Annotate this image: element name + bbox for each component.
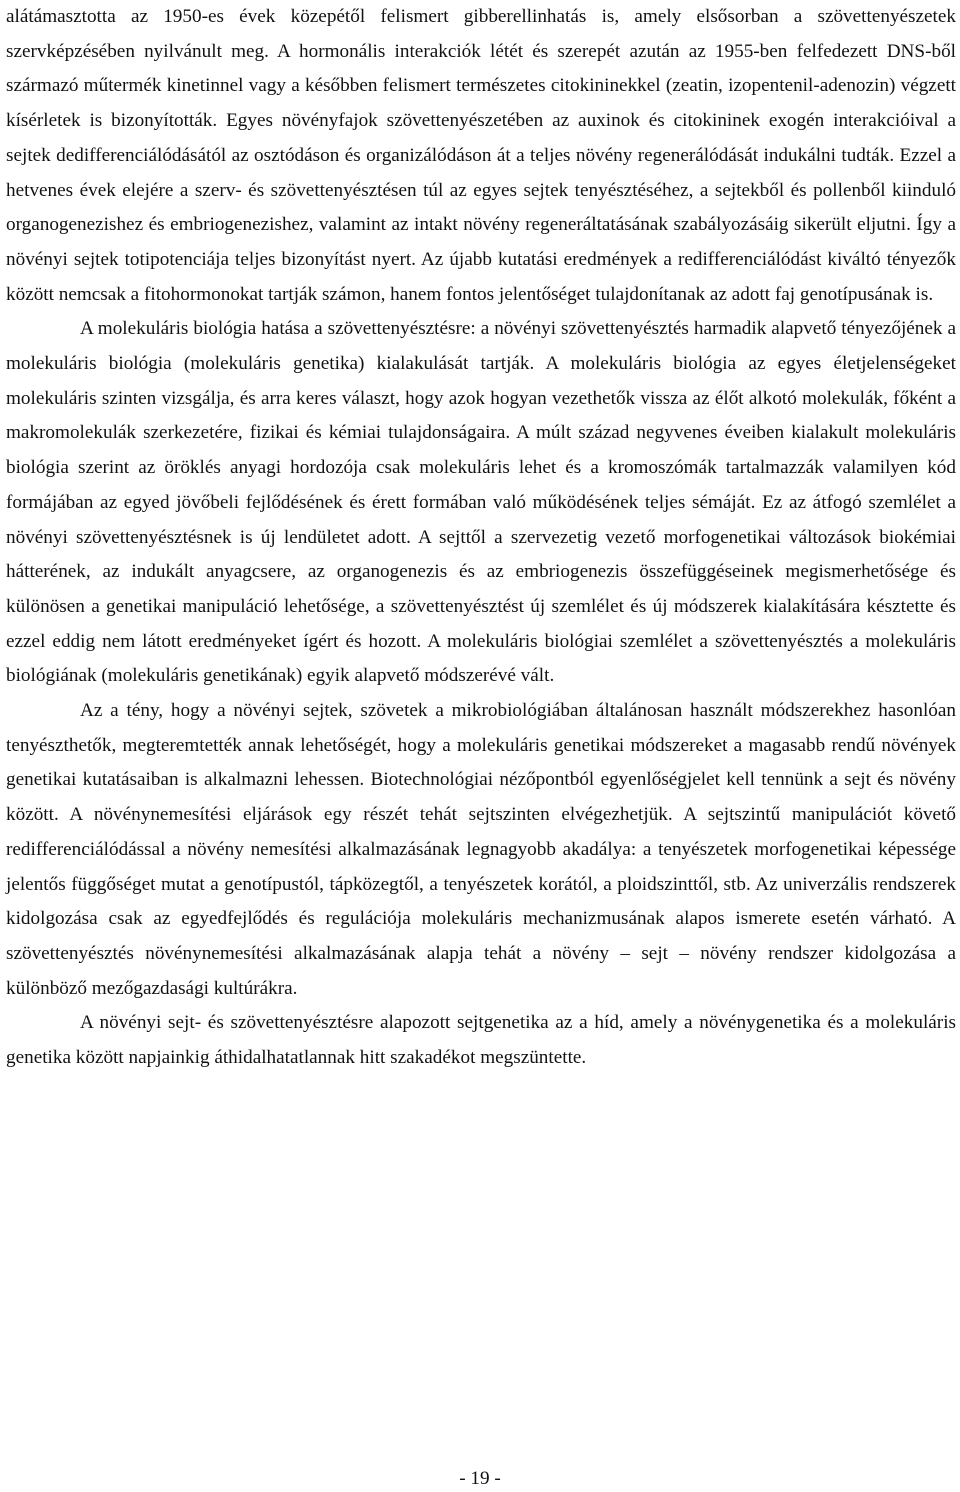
paragraph: A molekuláris biológia hatása a szövettenyésztésre: a növényi szövettenyésztés harmadik alapvető tényezőjének a molekuláris biológia (molekuláris genetika) kialakulását tartják. A molekuláris biológia az egyes életjelenségeket molekuláris szinten vizsgálja, és arra keres választ, hogy azok hogyan vezethetők vissza az élőt alkotó molekulák, főként a makromolekulák szerkezetére, fizikai és kémiai tulajdonságaira. A múlt század negyvenes éveiben kialakult molekuláris biológia szerint az öröklés anyagi hordozója csak molekuláris lehet és a kromoszómák tartalmazzák valamilyen kód formájában az egyed jövőbeli fejlődésének és érett formában való működésének teljes sémáját. Ez az átfogó szemlélet a növényi szövettenyésztésnek is új lendületet adott. A sejttől a szervezetig vezető morfogenetikai változások biokémiai hátterének, az indukált anyagcsere, az organogenezis és az embriogenezis összefüggéseinek megismerhetősége és különösen a genetikai manipuláció lehetősége, a szövettenyésztést új szemlélet és új módszerek kialakítására késztette és ezzel eddig nem látott eredményeket ígért és hozott. A molekuláris biológiai szemlélet a szövettenyésztés a molekuláris biológiának (molekuláris genetikának) egyik alapvető módszerévé vált. [6,318,956,687]
paragraph: alátámasztotta az 1950-es évek közepétől felismert gibberellinhatás is, amely elsősorban a szövettenyészetek szervképzésében nyilvánult meg. A hormonális interakciók létét és szerepét azután az 1955-ben felfedezett DNS-ből származó műtermék kinetinnel vagy a későbben felismert természetes citokininekkel (zeatin, izopentenil-adenozin) végzett kísérletek is bizonyították. Egyes növényfajok szövettenyészetében az auxinok és citokininek exogén interakcióival a sejtek dedifferenciálódásától az osztódáson és organizálódáson át a teljes növény regenerálódását indukálni tudták. Ezzel a hetvenes évek elejére a szerv- és szövettenyésztésen túl az egyes sejtek tenyésztéséhez, a sejtekből és pollenből kiinduló organogenezishez és embriogenezishez, valamint az intakt növény regeneráltatásának szabályozásáig sikerült eljutni. Így a növényi sejtek totipotenciája teljes bizonyítást nyert. Az újabb kutatási eredmények a redifferenciálódást kiváltó tényezők között nemcsak a fitohormonokat tartják számon, hanem fontos jelentőséget tulajdonítanak az adott faj genotípusának is. [6,6,956,305]
paragraph: A növényi sejt- és szövettenyésztésre alapozott sejtgenetika az a híd, amely a növénygenetika és a molekuláris genetika között napjainkig áthidalhatatlannak hitt szakadékot megszüntette. [6,1012,956,1069]
document-page [6,0,956,1076]
paragraph: Az a tény, hogy a növényi sejtek, szövetek a mikrobiológiában általánosan használt módszerekhez hasonlóan tenyészthetők, megteremtették annak lehetőségét, hogy a molekuláris genetikai módszereket a magasabb rendű növények genetikai kutatásaiban is alkalmazni lehessen. Biotechnológiai nézőpontból egyenlőségjelet kell tennünk a sejt és növény között. A növénynemesítési eljárások egy részét tehát sejtszinten elvégezhetjük. A sejtszintű manipulációt követő redifferenciálódással a növény nemesítési alkalmazásának legnagyobb akadálya: a tenyészetek morfogenetikai képessége jelentős függőséget mutat a genotípustól, tápközegtől, a tenyészetek korától, a ploidszinttől, stb. Az univerzális rendszerek kidolgozása csak az egyedfejlődés és regulációja molekuláris mechanizmusának alapos ismerete esetén várható. A szövettenyésztés növénynemesítési alkalmazásának alapja tehát a növény – sejt – növény rendszer kidolgozása a különböző mezőgazdasági kultúrákra. [6,700,956,999]
page-number: - 19 - [459,1468,501,1489]
